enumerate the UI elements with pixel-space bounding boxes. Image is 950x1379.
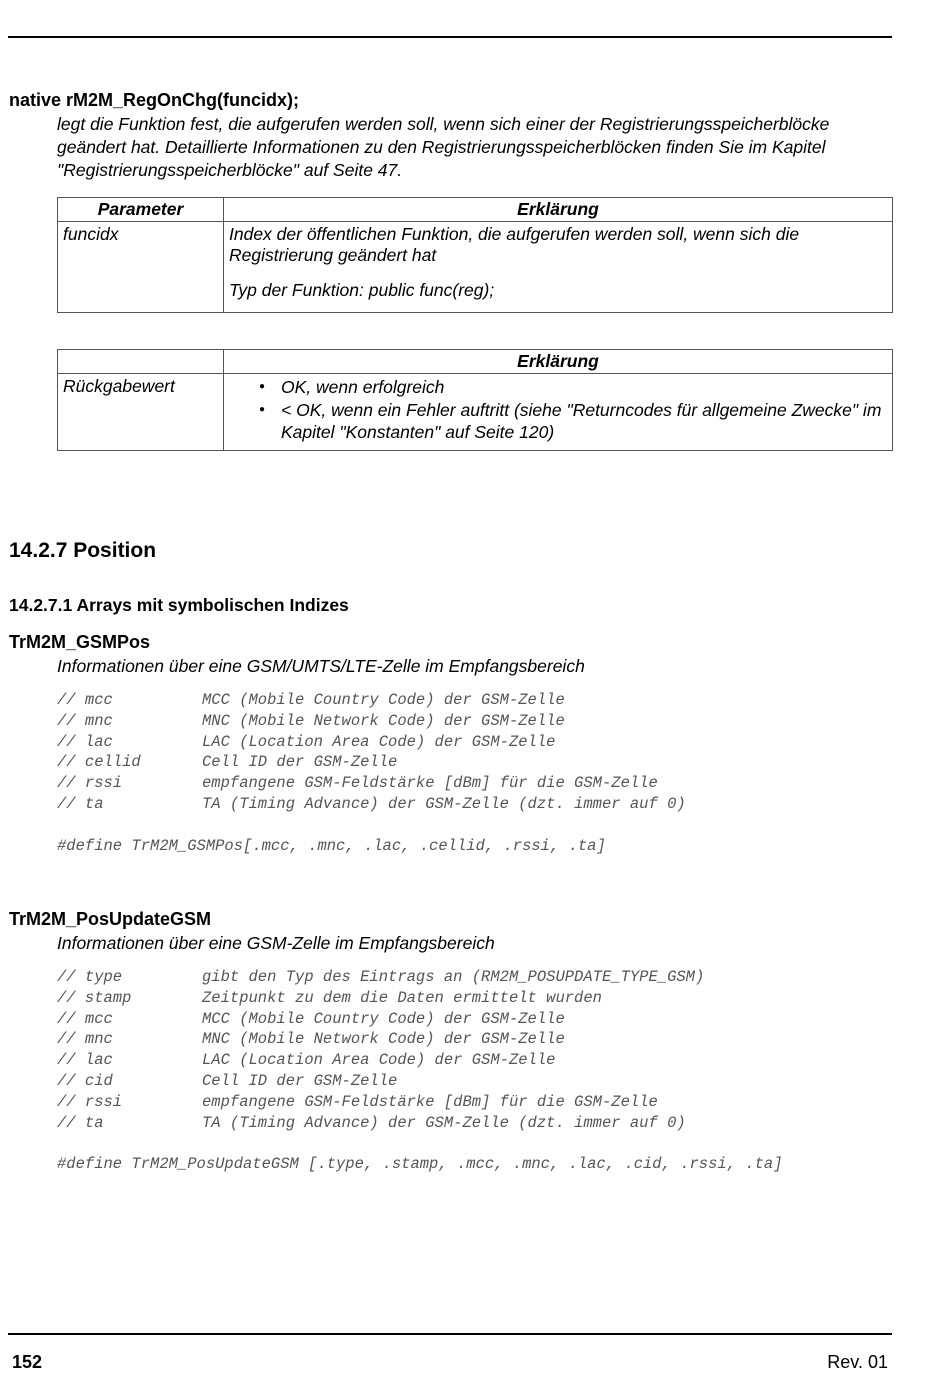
code-line: // mcc MCC (Mobile Country Code) der GSM-Zelle (57, 1009, 565, 1028)
gsmpos-name: TrM2M_GSMPos (9, 632, 151, 652)
posupdate-name: TrM2M_PosUpdateGSM (9, 909, 212, 929)
code-line: // rssi empfangene GSM-Feldstärke [dBm] für die GSM-Zelle (57, 1092, 658, 1111)
posupdate-description: Informationen über eine GSM-Zelle im Empfangsbereich (57, 933, 495, 953)
list-item: ● < OK, wenn ein Fehler auftritt (siehe "Returncodes für allgemeine Zwecke" im Kapitel "Konstanten" auf Seite 120) (281, 399, 887, 444)
revision-label: Rev. 01 (827, 1352, 888, 1372)
code-line: // lac LAC (Location Area Code) der GSM-Zelle (57, 1051, 556, 1070)
code-line: // type gibt den Typ des Eintrags an (RM2M_POSUPDATE_TYPE_GSM) (57, 968, 705, 986)
footer-rule (8, 1333, 892, 1335)
parameter-type-text: Typ der Funktion: public func(reg); (229, 280, 495, 300)
code-line: // rssi empfangene GSM-Feldstärke [dBm] für die GSM-Zelle (57, 774, 658, 793)
parameter-header: Parameter (58, 198, 224, 222)
parameter-name: funcidx (58, 222, 224, 313)
function-signature: native rM2M_RegOnChg(funcidx); (9, 90, 300, 110)
return-explanation (224, 374, 893, 451)
function-description: legt die Funktion fest, die aufgerufen werden soll, wenn sich einer der Registrierungsspeicherblöcke geändert hat. Detaillierte Informationen zu den Registrierungsspeicherblöcken finden Sie im Kapitel "Registrierungsspeicherblöcke" auf Seite 47. (57, 114, 830, 180)
subsection-title: 14.2.7.1 Arrays mit symbolischen Indizes (9, 595, 349, 615)
page-number: 152 (12, 1352, 43, 1372)
posupdate-code-block (57, 967, 783, 1175)
parameter-explanation-text: Index der öffentlichen Funktion, die aufgerufen werden soll, wenn sich die Registrierung geändert hat (229, 224, 800, 265)
define-line: #define TrM2M_GSMPos[.mcc, .mnc, .lac, .cellid, .rssi, .ta] (57, 836, 606, 855)
parameter-explanation (224, 222, 893, 313)
explanation-header: Erklärung (224, 198, 893, 222)
list-item: ● OK, wenn erfolgreich (281, 376, 887, 399)
return-name: Rückgabewert (58, 374, 224, 451)
code-line: // ta TA (Timing Advance) der GSM-Zelle (dzt. immer auf 0) (57, 794, 686, 813)
table-row (58, 222, 893, 313)
define-line: #define TrM2M_PosUpdateGSM [.type, .stamp, .mcc, .mnc, .lac, .cid, .rssi, .ta] (57, 1155, 783, 1174)
code-line: // cellid Cell ID der GSM-Zelle (57, 753, 398, 772)
header-rule (8, 36, 892, 38)
return-table-header (58, 350, 893, 374)
gsmpos-description: Informationen über eine GSM/UMTS/LTE-Zelle im Empfangsbereich (57, 656, 585, 676)
table-row (58, 374, 893, 451)
code-line: // mnc MNC (Mobile Network Code) der GSM-Zelle (57, 1030, 565, 1049)
code-line: // ta TA (Timing Advance) der GSM-Zelle (dzt. immer auf 0) (57, 1113, 686, 1132)
code-line: // stamp Zeitpunkt zu dem die Daten ermittelt wurden (57, 988, 602, 1007)
code-line: // cid Cell ID der GSM-Zelle (57, 1071, 398, 1090)
code-line: // lac LAC (Location Area Code) der GSM-Zelle (57, 732, 556, 751)
parameter-table (57, 197, 893, 313)
explanation-header: Erklärung (224, 350, 893, 374)
return-table (57, 349, 893, 451)
return-bullet-list (229, 376, 887, 444)
section-title: 14.2.7 Position (9, 539, 157, 562)
code-line: // mcc MCC (Mobile Country Code) der GSM-Zelle (57, 691, 565, 709)
return-empty-header (58, 350, 224, 374)
gsmpos-code-block (57, 690, 686, 856)
code-line: // mnc MNC (Mobile Network Code) der GSM-Zelle (57, 711, 565, 730)
parameter-table-header (58, 198, 893, 222)
